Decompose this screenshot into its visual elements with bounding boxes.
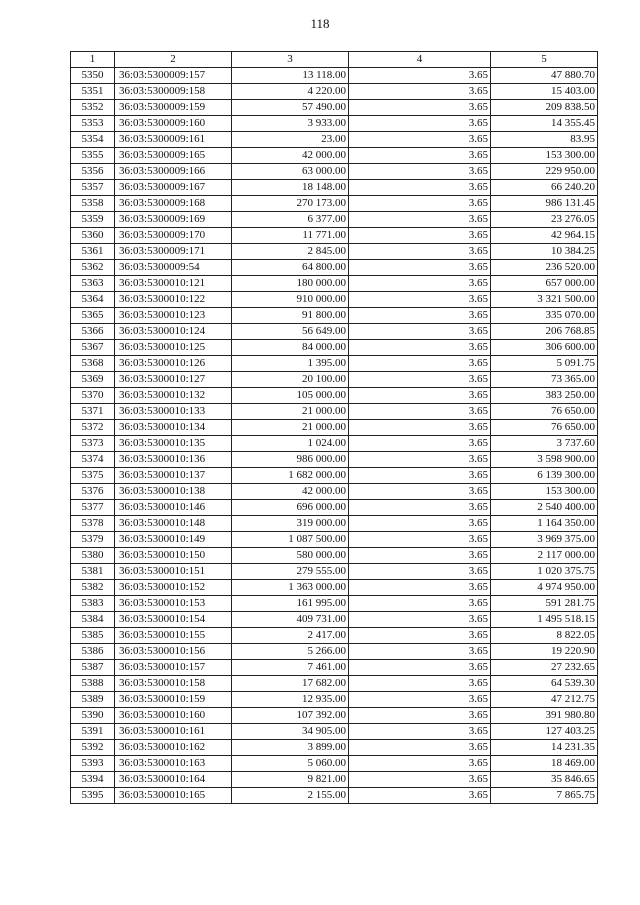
amount-cell: 3 321 500.00 <box>491 292 598 308</box>
amount-cell: 42 964.15 <box>491 228 598 244</box>
table-row <box>71 788 598 804</box>
row-number-cell: 5395 <box>71 788 115 804</box>
area-cell: 20 100.00 <box>232 372 349 388</box>
cadastral-number-cell: 36:03:5300009:168 <box>115 196 232 212</box>
rate-cell: 3.65 <box>349 740 491 756</box>
row-number-cell: 5368 <box>71 356 115 372</box>
area-cell: 1 024.00 <box>232 436 349 452</box>
table-row <box>71 532 598 548</box>
amount-cell: 391 980.80 <box>491 708 598 724</box>
amount-cell: 35 846.65 <box>491 772 598 788</box>
cadastral-number-cell: 36:03:5300010:146 <box>115 500 232 516</box>
table-row <box>71 292 598 308</box>
table-row <box>71 468 598 484</box>
row-number-cell: 5379 <box>71 532 115 548</box>
cadastral-number-cell: 36:03:5300010:138 <box>115 484 232 500</box>
rate-cell: 3.65 <box>349 356 491 372</box>
rate-cell: 3.65 <box>349 148 491 164</box>
rate-cell: 3.65 <box>349 788 491 804</box>
table-row <box>71 500 598 516</box>
area-cell: 91 800.00 <box>232 308 349 324</box>
table-row <box>71 484 598 500</box>
table-row <box>71 516 598 532</box>
area-cell: 63 000.00 <box>232 164 349 180</box>
cadastral-number-cell: 36:03:5300010:150 <box>115 548 232 564</box>
rate-cell: 3.65 <box>349 628 491 644</box>
table-row <box>71 404 598 420</box>
amount-cell: 206 768.85 <box>491 324 598 340</box>
area-cell: 42 000.00 <box>232 484 349 500</box>
area-cell: 319 000.00 <box>232 516 349 532</box>
area-cell: 5 060.00 <box>232 756 349 772</box>
rate-cell: 3.65 <box>349 676 491 692</box>
cadastral-number-cell: 36:03:5300010:152 <box>115 580 232 596</box>
row-number-cell: 5367 <box>71 340 115 356</box>
row-number-cell: 5354 <box>71 132 115 148</box>
table-row <box>71 372 598 388</box>
area-cell: 696 000.00 <box>232 500 349 516</box>
amount-cell: 3 598 900.00 <box>491 452 598 468</box>
row-number-cell: 5361 <box>71 244 115 260</box>
rate-cell: 3.65 <box>349 612 491 628</box>
amount-cell: 73 365.00 <box>491 372 598 388</box>
amount-cell: 209 838.50 <box>491 100 598 116</box>
row-number-cell: 5392 <box>71 740 115 756</box>
row-number-cell: 5356 <box>71 164 115 180</box>
cadastral-number-cell: 36:03:5300010:154 <box>115 612 232 628</box>
table-row <box>71 596 598 612</box>
table-row <box>71 564 598 580</box>
row-number-cell: 5350 <box>71 68 115 84</box>
cadastral-number-cell: 36:03:5300010:132 <box>115 388 232 404</box>
cadastral-number-cell: 36:03:5300010:160 <box>115 708 232 724</box>
amount-cell: 306 600.00 <box>491 340 598 356</box>
cadastral-number-cell: 36:03:5300010:124 <box>115 324 232 340</box>
amount-cell: 335 070.00 <box>491 308 598 324</box>
cadastral-number-cell: 36:03:5300009:166 <box>115 164 232 180</box>
row-number-cell: 5372 <box>71 420 115 436</box>
amount-cell: 27 232.65 <box>491 660 598 676</box>
table-row <box>71 628 598 644</box>
rate-cell: 3.65 <box>349 532 491 548</box>
row-number-cell: 5373 <box>71 436 115 452</box>
cadastral-number-cell: 36:03:5300010:133 <box>115 404 232 420</box>
cadastral-number-cell: 36:03:5300009:171 <box>115 244 232 260</box>
amount-cell: 153 300.00 <box>491 484 598 500</box>
cadastral-number-cell: 36:03:5300010:135 <box>115 436 232 452</box>
amount-cell: 236 520.00 <box>491 260 598 276</box>
cadastral-number-cell: 36:03:5300010:158 <box>115 676 232 692</box>
table-row <box>71 340 598 356</box>
amount-cell: 591 281.75 <box>491 596 598 612</box>
area-cell: 580 000.00 <box>232 548 349 564</box>
amount-cell: 76 650.00 <box>491 420 598 436</box>
amount-cell: 153 300.00 <box>491 148 598 164</box>
area-cell: 3 899.00 <box>232 740 349 756</box>
cadastral-number-cell: 36:03:5300010:155 <box>115 628 232 644</box>
row-number-cell: 5384 <box>71 612 115 628</box>
area-cell: 1 395.00 <box>232 356 349 372</box>
table-row <box>71 84 598 100</box>
rate-cell: 3.65 <box>349 484 491 500</box>
amount-cell: 657 000.00 <box>491 276 598 292</box>
table-row <box>71 772 598 788</box>
area-cell: 5 266.00 <box>232 644 349 660</box>
table-row <box>71 756 598 772</box>
row-number-cell: 5385 <box>71 628 115 644</box>
column-header: 1 <box>71 52 115 68</box>
row-number-cell: 5394 <box>71 772 115 788</box>
row-number-cell: 5366 <box>71 324 115 340</box>
area-cell: 161 995.00 <box>232 596 349 612</box>
table-row <box>71 612 598 628</box>
rate-cell: 3.65 <box>349 580 491 596</box>
rate-cell: 3.65 <box>349 708 491 724</box>
rate-cell: 3.65 <box>349 100 491 116</box>
amount-cell: 229 950.00 <box>491 164 598 180</box>
row-number-cell: 5377 <box>71 500 115 516</box>
rate-cell: 3.65 <box>349 756 491 772</box>
row-number-cell: 5359 <box>71 212 115 228</box>
rate-cell: 3.65 <box>349 452 491 468</box>
area-cell: 57 490.00 <box>232 100 349 116</box>
rate-cell: 3.65 <box>349 772 491 788</box>
area-cell: 23.00 <box>232 132 349 148</box>
area-cell: 1 363 000.00 <box>232 580 349 596</box>
table-row <box>71 116 598 132</box>
amount-cell: 83.95 <box>491 132 598 148</box>
rate-cell: 3.65 <box>349 196 491 212</box>
row-number-cell: 5351 <box>71 84 115 100</box>
area-cell: 2 417.00 <box>232 628 349 644</box>
area-cell: 13 118.00 <box>232 68 349 84</box>
cadastral-number-cell: 36:03:5300010:125 <box>115 340 232 356</box>
table-row <box>71 100 598 116</box>
cadastral-number-cell: 36:03:5300010:123 <box>115 308 232 324</box>
cadastral-number-cell: 36:03:5300009:170 <box>115 228 232 244</box>
area-cell: 9 821.00 <box>232 772 349 788</box>
row-number-cell: 5390 <box>71 708 115 724</box>
column-header: 5 <box>491 52 598 68</box>
rate-cell: 3.65 <box>349 388 491 404</box>
rate-cell: 3.65 <box>349 116 491 132</box>
area-cell: 21 000.00 <box>232 404 349 420</box>
amount-cell: 3 969 375.00 <box>491 532 598 548</box>
data-table <box>70 51 598 804</box>
cadastral-number-cell: 36:03:5300010:157 <box>115 660 232 676</box>
cadastral-number-cell: 36:03:5300010:126 <box>115 356 232 372</box>
row-number-cell: 5353 <box>71 116 115 132</box>
cadastral-number-cell: 36:03:5300009:161 <box>115 132 232 148</box>
amount-cell: 2 540 400.00 <box>491 500 598 516</box>
row-number-cell: 5360 <box>71 228 115 244</box>
cadastral-number-cell: 36:03:5300010:151 <box>115 564 232 580</box>
cadastral-number-cell: 36:03:5300010:156 <box>115 644 232 660</box>
row-number-cell: 5376 <box>71 484 115 500</box>
rate-cell: 3.65 <box>349 132 491 148</box>
amount-cell: 1 164 350.00 <box>491 516 598 532</box>
amount-cell: 47 880.70 <box>491 68 598 84</box>
area-cell: 1 682 000.00 <box>232 468 349 484</box>
rate-cell: 3.65 <box>349 244 491 260</box>
row-number-cell: 5352 <box>71 100 115 116</box>
row-number-cell: 5364 <box>71 292 115 308</box>
table-row <box>71 132 598 148</box>
cadastral-number-cell: 36:03:5300010:127 <box>115 372 232 388</box>
row-number-cell: 5387 <box>71 660 115 676</box>
cadastral-number-cell: 36:03:5300010:148 <box>115 516 232 532</box>
area-cell: 84 000.00 <box>232 340 349 356</box>
row-number-cell: 5369 <box>71 372 115 388</box>
table-row <box>71 644 598 660</box>
area-cell: 986 000.00 <box>232 452 349 468</box>
area-cell: 105 000.00 <box>232 388 349 404</box>
amount-cell: 3 737.60 <box>491 436 598 452</box>
table-body <box>71 68 598 804</box>
area-cell: 18 148.00 <box>232 180 349 196</box>
row-number-cell: 5355 <box>71 148 115 164</box>
area-cell: 1 087 500.00 <box>232 532 349 548</box>
table-row <box>71 388 598 404</box>
row-number-cell: 5393 <box>71 756 115 772</box>
amount-cell: 4 974 950.00 <box>491 580 598 596</box>
row-number-cell: 5381 <box>71 564 115 580</box>
table-row <box>71 244 598 260</box>
area-cell: 107 392.00 <box>232 708 349 724</box>
cadastral-number-cell: 36:03:5300009:158 <box>115 84 232 100</box>
area-cell: 4 220.00 <box>232 84 349 100</box>
amount-cell: 2 117 000.00 <box>491 548 598 564</box>
cadastral-number-cell: 36:03:5300009:167 <box>115 180 232 196</box>
table-row <box>71 180 598 196</box>
page-number: 118 <box>310 16 330 31</box>
amount-cell: 986 131.45 <box>491 196 598 212</box>
table-row <box>71 436 598 452</box>
rate-cell: 3.65 <box>349 180 491 196</box>
rate-cell: 3.65 <box>349 212 491 228</box>
rate-cell: 3.65 <box>349 68 491 84</box>
cadastral-number-cell: 36:03:5300009:54 <box>115 260 232 276</box>
area-cell: 2 155.00 <box>232 788 349 804</box>
cadastral-number-cell: 36:03:5300009:160 <box>115 116 232 132</box>
row-number-cell: 5371 <box>71 404 115 420</box>
row-number-cell: 5357 <box>71 180 115 196</box>
rate-cell: 3.65 <box>349 308 491 324</box>
area-cell: 64 800.00 <box>232 260 349 276</box>
area-cell: 12 935.00 <box>232 692 349 708</box>
amount-cell: 23 276.05 <box>491 212 598 228</box>
cadastral-number-cell: 36:03:5300010:122 <box>115 292 232 308</box>
row-number-cell: 5386 <box>71 644 115 660</box>
rate-cell: 3.65 <box>349 228 491 244</box>
table-row <box>71 164 598 180</box>
amount-cell: 7 865.75 <box>491 788 598 804</box>
area-cell: 34 905.00 <box>232 724 349 740</box>
rate-cell: 3.65 <box>349 660 491 676</box>
row-number-cell: 5383 <box>71 596 115 612</box>
cadastral-number-cell: 36:03:5300010:134 <box>115 420 232 436</box>
amount-cell: 1 495 518.15 <box>491 612 598 628</box>
cadastral-number-cell: 36:03:5300009:169 <box>115 212 232 228</box>
cadastral-number-cell: 36:03:5300010:165 <box>115 788 232 804</box>
amount-cell: 47 212.75 <box>491 692 598 708</box>
row-number-cell: 5365 <box>71 308 115 324</box>
row-number-cell: 5362 <box>71 260 115 276</box>
rate-cell: 3.65 <box>349 596 491 612</box>
rate-cell: 3.65 <box>349 692 491 708</box>
cadastral-number-cell: 36:03:5300009:157 <box>115 68 232 84</box>
rate-cell: 3.65 <box>349 84 491 100</box>
area-cell: 11 771.00 <box>232 228 349 244</box>
area-cell: 180 000.00 <box>232 276 349 292</box>
area-cell: 7 461.00 <box>232 660 349 676</box>
cadastral-number-cell: 36:03:5300010:162 <box>115 740 232 756</box>
rate-cell: 3.65 <box>349 164 491 180</box>
row-number-cell: 5374 <box>71 452 115 468</box>
amount-cell: 8 822.05 <box>491 628 598 644</box>
table-row <box>71 692 598 708</box>
rate-cell: 3.65 <box>349 372 491 388</box>
amount-cell: 18 469.00 <box>491 756 598 772</box>
rate-cell: 3.65 <box>349 548 491 564</box>
row-number-cell: 5358 <box>71 196 115 212</box>
amount-cell: 383 250.00 <box>491 388 598 404</box>
area-cell: 17 682.00 <box>232 676 349 692</box>
rate-cell: 3.65 <box>349 260 491 276</box>
table-row <box>71 676 598 692</box>
rate-cell: 3.65 <box>349 420 491 436</box>
cadastral-number-cell: 36:03:5300010:121 <box>115 276 232 292</box>
row-number-cell: 5380 <box>71 548 115 564</box>
rate-cell: 3.65 <box>349 324 491 340</box>
rate-cell: 3.65 <box>349 516 491 532</box>
area-cell: 42 000.00 <box>232 148 349 164</box>
table-row <box>71 740 598 756</box>
cadastral-number-cell: 36:03:5300010:153 <box>115 596 232 612</box>
amount-cell: 76 650.00 <box>491 404 598 420</box>
table-row <box>71 452 598 468</box>
rate-cell: 3.65 <box>349 276 491 292</box>
amount-cell: 1 020 375.75 <box>491 564 598 580</box>
table-row <box>71 580 598 596</box>
amount-cell: 10 384.25 <box>491 244 598 260</box>
row-number-cell: 5375 <box>71 468 115 484</box>
cadastral-number-cell: 36:03:5300010:136 <box>115 452 232 468</box>
rate-cell: 3.65 <box>349 468 491 484</box>
area-cell: 910 000.00 <box>232 292 349 308</box>
area-cell: 21 000.00 <box>232 420 349 436</box>
amount-cell: 14 355.45 <box>491 116 598 132</box>
table-header <box>71 52 598 68</box>
table-row <box>71 324 598 340</box>
amount-cell: 15 403.00 <box>491 84 598 100</box>
table-row <box>71 68 598 84</box>
area-cell: 270 173.00 <box>232 196 349 212</box>
table-row <box>71 356 598 372</box>
table-row <box>71 708 598 724</box>
amount-cell: 64 539.30 <box>491 676 598 692</box>
row-number-cell: 5389 <box>71 692 115 708</box>
table-row <box>71 228 598 244</box>
table-row <box>71 212 598 228</box>
rate-cell: 3.65 <box>349 724 491 740</box>
rate-cell: 3.65 <box>349 404 491 420</box>
rate-cell: 3.65 <box>349 644 491 660</box>
row-number-cell: 5363 <box>71 276 115 292</box>
amount-cell: 5 091.75 <box>491 356 598 372</box>
rate-cell: 3.65 <box>349 564 491 580</box>
cadastral-number-cell: 36:03:5300010:163 <box>115 756 232 772</box>
cadastral-number-cell: 36:03:5300010:149 <box>115 532 232 548</box>
cadastral-number-cell: 36:03:5300009:165 <box>115 148 232 164</box>
area-cell: 279 555.00 <box>232 564 349 580</box>
amount-cell: 127 403.25 <box>491 724 598 740</box>
area-cell: 2 845.00 <box>232 244 349 260</box>
row-number-cell: 5388 <box>71 676 115 692</box>
row-number-cell: 5382 <box>71 580 115 596</box>
column-header: 3 <box>232 52 349 68</box>
rate-cell: 3.65 <box>349 292 491 308</box>
rate-cell: 3.65 <box>349 500 491 516</box>
area-cell: 409 731.00 <box>232 612 349 628</box>
amount-cell: 14 231.35 <box>491 740 598 756</box>
table-row <box>71 260 598 276</box>
row-number-cell: 5378 <box>71 516 115 532</box>
area-cell: 3 933.00 <box>232 116 349 132</box>
rate-cell: 3.65 <box>349 340 491 356</box>
table-row <box>71 148 598 164</box>
table-row <box>71 660 598 676</box>
table-row <box>71 276 598 292</box>
table-row <box>71 196 598 212</box>
column-header: 4 <box>349 52 491 68</box>
column-header: 2 <box>115 52 232 68</box>
rate-cell: 3.65 <box>349 436 491 452</box>
cadastral-number-cell: 36:03:5300010:164 <box>115 772 232 788</box>
area-cell: 6 377.00 <box>232 212 349 228</box>
cadastral-number-cell: 36:03:5300010:159 <box>115 692 232 708</box>
row-number-cell: 5391 <box>71 724 115 740</box>
table-row <box>71 548 598 564</box>
table-row <box>71 308 598 324</box>
amount-cell: 6 139 300.00 <box>491 468 598 484</box>
cadastral-number-cell: 36:03:5300010:137 <box>115 468 232 484</box>
area-cell: 56 649.00 <box>232 324 349 340</box>
table-row <box>71 724 598 740</box>
amount-cell: 19 220.90 <box>491 644 598 660</box>
row-number-cell: 5370 <box>71 388 115 404</box>
cadastral-number-cell: 36:03:5300009:159 <box>115 100 232 116</box>
amount-cell: 66 240.20 <box>491 180 598 196</box>
table-row <box>71 420 598 436</box>
cadastral-number-cell: 36:03:5300010:161 <box>115 724 232 740</box>
header-row <box>71 52 598 68</box>
